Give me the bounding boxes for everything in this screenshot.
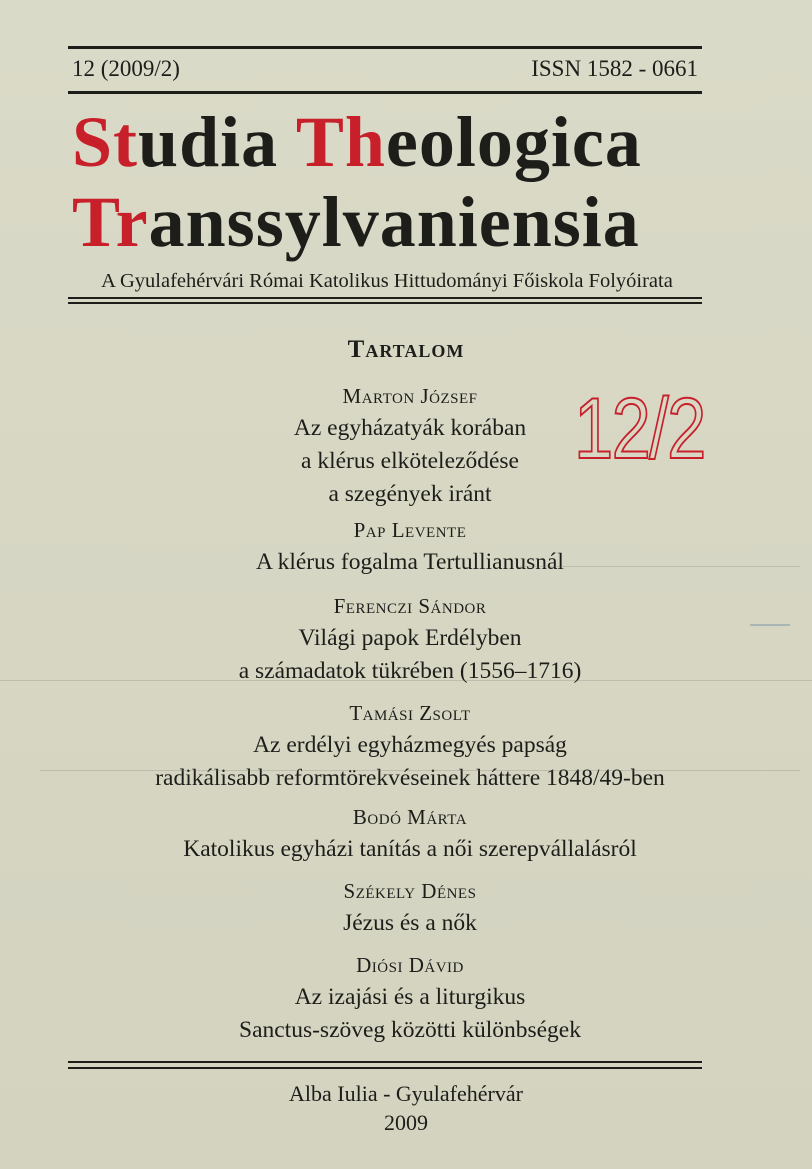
entry-title-line: Katolikus egyházi tanítás a női szerepvállalásról [183, 836, 637, 862]
journal-title-line-2 [72, 182, 640, 262]
entry-title-line: Sanctus-szöveg közötti különbségek [239, 1017, 581, 1043]
entry-title-line: Az izajási és a liturgikus [294, 984, 526, 1010]
title-accent-tr: Tr [72, 182, 149, 262]
toc-entry [60, 380, 760, 511]
subtitle-rule-1 [68, 297, 702, 299]
entry-author: Bodó Márta [352, 805, 468, 829]
footer-rule-2 [68, 1067, 702, 1069]
entry-title-line: Az erdélyi egyházmegyés papság [253, 732, 567, 758]
journal-subtitle: A Gyulafehérvári Római Katolikus Hittudományi Főiskola Folyóirata [101, 270, 673, 292]
toc-entry [60, 697, 760, 795]
entry-author: Marton József [342, 384, 478, 408]
entry-title-line: Világi papok Erdélyben [298, 625, 522, 651]
toc-entry [60, 514, 760, 579]
entry-title-line: Jézus és a nők [343, 910, 477, 936]
entry-title-line: radikálisabb reformtörekvéseinek háttere 1848/49-ben [155, 765, 665, 791]
entry-title-line: a szegények iránt [328, 481, 492, 507]
title-text-anssylvaniensia: anssylvaniensia [148, 182, 640, 262]
issue-number: 12 (2009/2) [72, 56, 180, 81]
header-meta [72, 56, 698, 82]
publication-year: 2009 [384, 1110, 428, 1135]
top-rule [68, 46, 702, 49]
entry-author: Tamási Zsolt [349, 701, 471, 725]
toc-entry [60, 590, 760, 688]
toc-heading: Tartalom [347, 336, 465, 363]
toc-entry [60, 801, 760, 866]
scan-streak [40, 770, 800, 771]
title-text-udia: udia [138, 102, 296, 182]
toc-entry [60, 949, 760, 1047]
title-text-eologica: eologica [385, 102, 642, 182]
header-rule [68, 91, 702, 94]
entry-title-line: a klérus elköteleződése [301, 448, 519, 474]
publication-place: Alba Iulia - Gyulafehérvár [289, 1081, 523, 1106]
footer-rule-1 [68, 1061, 702, 1063]
title-accent-th: Th [295, 102, 386, 182]
entry-author: Pap Levente [353, 518, 467, 542]
title-accent-st: St [72, 102, 139, 182]
scan-streak [750, 624, 790, 626]
issn: ISSN 1582 - 0661 [531, 56, 698, 81]
entry-title-line: Az egyházatyák korában [293, 415, 527, 441]
scan-streak [520, 566, 800, 567]
entry-author: Székely Dénes [343, 879, 477, 903]
issue-badge: 12/2 [574, 381, 705, 477]
entry-title-line: a számadatok tükrében (1556–1716) [238, 658, 582, 684]
entry-author: Diósi Dávid [356, 953, 464, 977]
toc-entry [60, 875, 760, 940]
scan-streak [0, 680, 812, 681]
entry-author: Ferenczi Sándor [333, 594, 487, 618]
entry-title-line: A klérus fogalma Tertullianusnál [256, 549, 564, 575]
journal-title-line-1 [72, 102, 642, 182]
subtitle-rule-2 [68, 302, 702, 304]
